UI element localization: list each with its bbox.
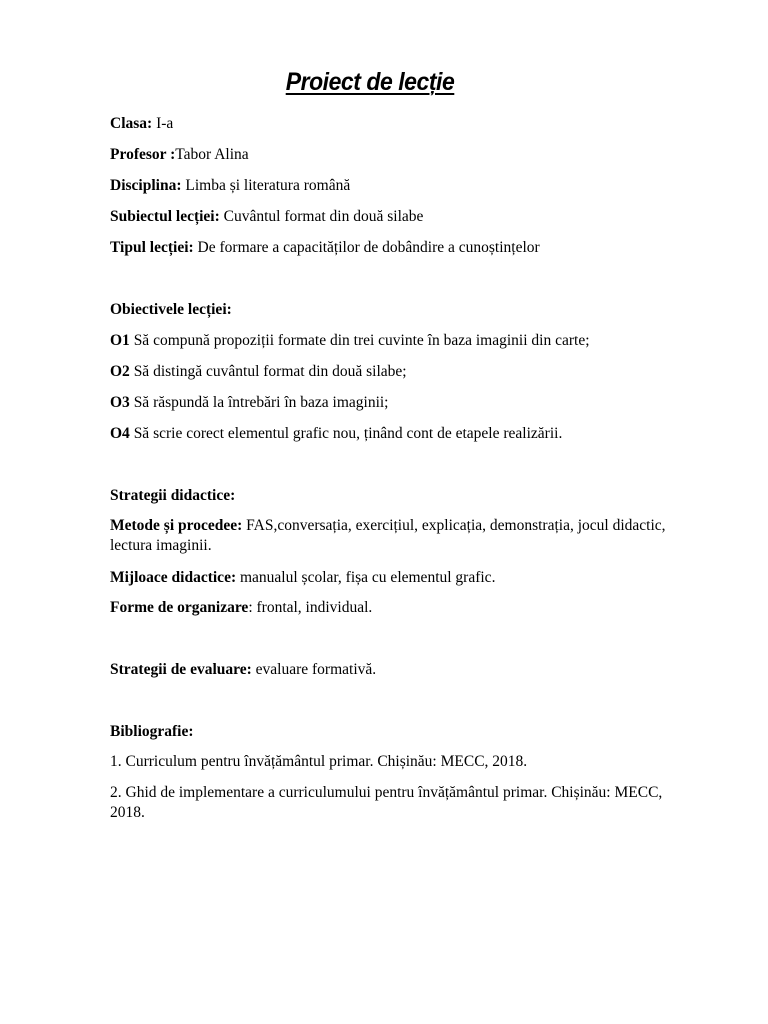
strategy-methods	[110, 516, 700, 556]
objective-code: O1	[110, 332, 130, 349]
strategy-means	[110, 568, 495, 588]
objective-item	[110, 393, 389, 413]
strategy-value: manualul școlar, fișa cu elementul grafic.	[236, 569, 496, 586]
bibliography-heading: Bibliografie:	[110, 723, 194, 740]
evaluation-label: Strategii de evaluare:	[110, 661, 252, 678]
info-label: Subiectul lecției:	[110, 208, 220, 225]
info-value: Cuvântul format din două silabe	[219, 208, 424, 225]
objective-code: O3	[110, 394, 130, 411]
strategy-label: Metode și procedee:	[110, 517, 243, 534]
info-subject	[110, 207, 423, 227]
info-label: Disciplina:	[110, 177, 182, 194]
strategy-value: FAS,conversația, exercițiul, explicația, demonstrația, jocul didactic, lectura imaginii.	[110, 517, 666, 554]
info-label: Clasa:	[110, 115, 153, 132]
objective-item	[110, 424, 562, 444]
info-value: Limba și literatura română	[181, 177, 351, 194]
info-class	[110, 114, 173, 134]
strategy-forms	[110, 598, 372, 618]
info-teacher	[110, 145, 249, 165]
bibliography-item: 2. Ghid de implementare a curriculumului pentru învățământul primar. Chișinău: MECC, 2018.	[110, 784, 663, 821]
info-discipline	[110, 176, 350, 196]
info-value: Tabor Alina	[175, 146, 249, 163]
objective-text: Să răspundă la întrebări în baza imaginii;	[129, 394, 389, 411]
objective-code: O2	[110, 363, 130, 380]
info-label: Profesor :	[110, 146, 176, 163]
objective-item	[110, 362, 407, 382]
info-label: Tipul lecției:	[110, 239, 194, 256]
document-page	[110, 0, 710, 1024]
strategy-value: : frontal, individual.	[248, 599, 373, 616]
evaluation-value: evaluare formativă.	[251, 661, 377, 678]
strategy-label: Forme de organizare	[110, 599, 249, 616]
objectives-heading: Obiectivele lecției:	[110, 301, 232, 318]
objective-text: Să compună propoziții formate din trei cuvinte în baza imaginii din carte;	[129, 332, 590, 349]
info-value: I-a	[152, 115, 174, 132]
document-title: Proiect de lecție	[285, 68, 455, 96]
objective-text: Să distingă cuvântul format din două silabe;	[129, 363, 407, 380]
objective-item	[110, 331, 590, 351]
bibliography-item: 1. Curriculum pentru învățământul primar. Chișinău: MECC, 2018.	[110, 753, 528, 770]
info-lesson-type	[110, 238, 540, 258]
objective-code: O4	[110, 425, 130, 442]
evaluation-strategy	[110, 660, 376, 680]
strategy-label: Mijloace didactice:	[110, 569, 237, 586]
info-value: De formare a capacităților de dobândire a cunoștințelor	[193, 239, 540, 256]
objective-text: Să scrie corect elementul grafic nou, ținând cont de etapele realizării.	[129, 425, 563, 442]
strategies-heading: Strategii didactice:	[110, 487, 236, 504]
